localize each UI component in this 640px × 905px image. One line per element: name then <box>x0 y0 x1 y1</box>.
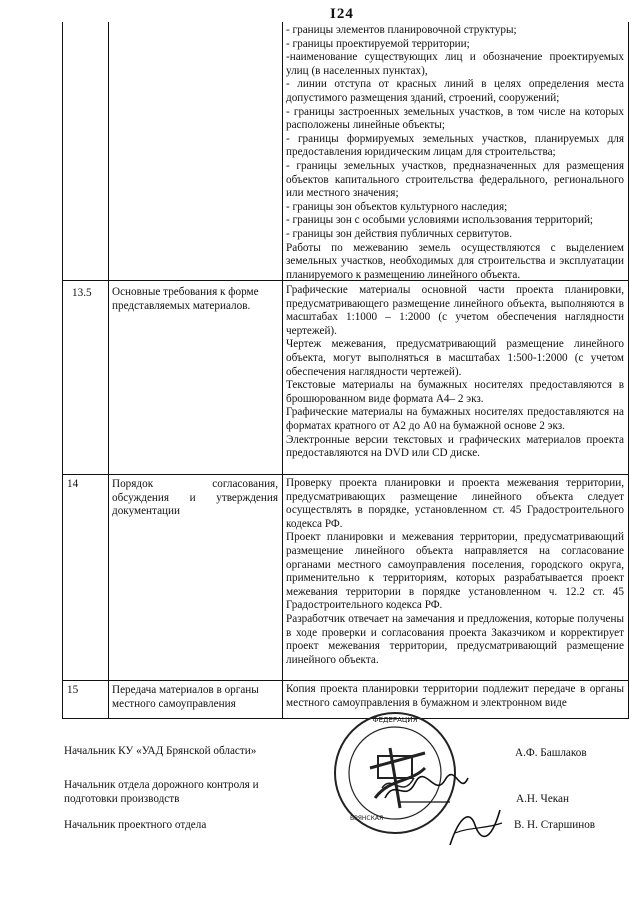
content-paragraph: - линии отступа от красных линий в целях определения места допустимого размещения зданий, строений, сооружений; <box>286 78 624 104</box>
row-requirement: Основные требования к форме представляемых материалов. <box>112 286 259 312</box>
content-paragraph: - границы застроенных земельных участков, в том числе на которых расположены линейные объекты; <box>286 105 624 132</box>
content-paragraph: - границы земельных участков, предназначенных для размещения объектов капитального строительства федерального, регионального или местного значения; <box>286 159 624 200</box>
content-paragraph: Работы по межеванию земель осуществляются с выделением земельных участков, необходимых для строительства и эксплуатации планируемого к размещению линейного объекта. <box>286 241 624 281</box>
content-paragraph: Проект планировки и межевания территории, предусматривающий размещение линейного объекта направляется на согласование органами местного самоуправления поселения, городского округа, применительно к территориям, которых разрабатывается проект межевания территории в порядке установленном ч. 12.2 ст. 45 Градостроительного кодекса РФ. <box>286 531 624 612</box>
signature-name: А.Ф. Башлаков <box>515 747 587 759</box>
content-paragraph: - границы зон с особыми условиями использования территорий; <box>286 214 594 227</box>
content-paragraph: Копия проекта планировки территории подлежит передаче в органы местного самоуправления в бумажном и электронном виде <box>286 683 624 709</box>
svg-text:ФЕДЕРАЦИЯ: ФЕДЕРАЦИЯ <box>372 716 418 724</box>
signature-position: Начальник проектного отдела <box>64 819 207 831</box>
table-row-divider <box>62 474 629 475</box>
row-requirement: Порядок согласования, обсуждения и утверждения документации <box>112 478 278 518</box>
content-paragraph: Проверку проекта планировки и проекта межевания территории, предусматривающих размещение линейного объекта следует осуществлять в порядке, установленном ст. 45 Градостроительного кодекса РФ. <box>286 477 624 530</box>
table-cell-content <box>286 477 624 667</box>
content-paragraph: -наименование существующих лиц и обозначение проектируемых улиц (в населенных пунктах), <box>286 51 624 77</box>
signature-chekan <box>380 768 470 808</box>
content-paragraph: Разработчик отвечает на замечания и предложения, которые получены в ходе проверки и согласования проекта Заказчиком и корректирует проект межевания территории, предусматривающий размещение линейного объекта. <box>286 612 624 666</box>
content-paragraph: - границы формируемых земельных участков, планируемых для предоставления юридическим лицам для строительства; <box>286 132 624 159</box>
content-paragraph: - границы проектируемой территории; <box>286 37 470 50</box>
table-border-right <box>628 22 629 719</box>
table-border-left <box>62 22 63 719</box>
signature-name: В. Н. Старшинов <box>514 819 596 831</box>
table-divider-col2 <box>282 22 283 719</box>
table-divider-col1 <box>108 22 109 719</box>
svg-text:БРЯНСКАЯ: БРЯНСКАЯ <box>350 815 384 822</box>
row-requirement: Передача материалов в органы местного самоуправления <box>112 684 259 710</box>
content-paragraph: Графические материалы на бумажных носителях предоставляются на форматах кратного от А2 до А0 на бумажной основе 2 экз. <box>286 406 624 432</box>
content-paragraph: - границы элементов планировочной структуры; <box>286 24 517 36</box>
row-number: 14 <box>67 478 79 490</box>
table-cell-content <box>286 284 624 461</box>
content-paragraph: - границы зон действия публичных сервитутов. <box>286 227 513 240</box>
signature-name: А.Н. Чекан <box>516 793 570 805</box>
content-paragraph: - границы зон объектов культурного наследия; <box>286 200 508 213</box>
row-number: 13.5 <box>72 287 92 299</box>
table-cell-content <box>286 24 624 282</box>
table-row-divider <box>62 680 629 681</box>
content-paragraph: Графические материалы основной части проекта планировки, предусматривающего размещение линейного объекта, выполняются в масштабах 1:1000 – 1:2000 (с учетом обеспечения наглядности чертежей). <box>286 284 624 337</box>
content-paragraph: Чертеж межевания, предусматривающий размещение линейного объекта, могут выполняться в масштабах 1:500-1:2000 (с учетом обеспечения наглядности чертежей). <box>286 338 624 378</box>
row-number: 15 <box>67 684 79 696</box>
signature-starshinov <box>440 805 510 850</box>
page-number: I24 <box>330 6 354 22</box>
content-paragraph: Электронные версии текстовых и графических материалов проекта предоставляются на DVD или CD диске. <box>286 433 624 460</box>
content-paragraph: Текстовые материалы на бумажных носителях предоставляются в брошюрованном виде формата А4– 2 экз. <box>286 379 624 405</box>
signature-position: Начальник КУ «УАД Брянской области» <box>64 745 257 757</box>
table-cell-content <box>286 683 624 710</box>
signature-position: Начальник отдела дорожного контроля и подготовки производств <box>64 779 259 805</box>
